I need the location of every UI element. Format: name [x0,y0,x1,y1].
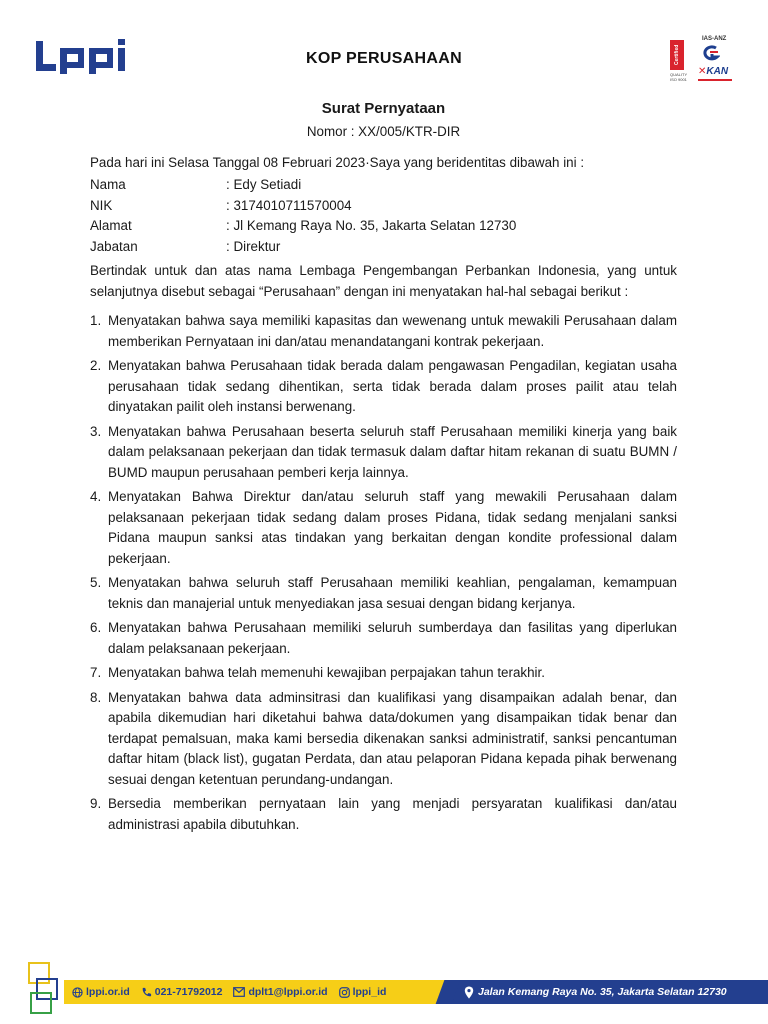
list-number: 3. [90,423,102,439]
ias-anz-label: IAS-ANZ [702,36,727,42]
identity-value: : 3174010711570004 [226,197,352,213]
declaration-paragraph: Bertindak untuk dan atas nama Lembaga Pengembangan Perbankan Indonesia, yang untuk selanjutnya disebut sebagai “Perusahaan” dengan ini menyatakan hal-hal sebagai berikut : [90,263,677,299]
list-text: Menyatakan bahwa Perusahaan beserta seluruh staff Perusahaan memiliki kinerja yang baik dalam pelaksanaan pekerjaan dan tidak termasuk dalam daftar hitam rekanan di suatu BUMN / BUMD maupun perusahaan pemberi kerja lainnya. [108,423,677,480]
mail-icon [233,987,245,997]
list-number: 6. [90,620,102,635]
document-title: Surat Pernyataan [321,100,446,117]
letterhead [36,36,732,92]
list-item [90,422,677,484]
list-text: Menyatakan Bahwa Direktur dan/atau seluruh staff yang mewakili Perusahaan dalam pelaksanaan pekerjaan tidak sedang dalam proses Pidana, tidak sedang menjalani sanksi Pidana maupun sanksi atas tindakan yang berkaitan dengan kondite professional dalam pekerjaan. [108,489,677,566]
list-item [90,663,677,684]
identity-value: : Edy Setiadi [226,177,302,192]
list-item [90,573,677,614]
list-number: 7. [90,665,102,680]
list-item [90,688,677,791]
list-number: 1. [90,313,102,328]
identity-label: NIK [90,197,113,213]
list-number: 8. [90,689,102,705]
identity-label: Jabatan [90,238,138,254]
identity-value: : Direktur [226,238,281,254]
document-number: Nomor : XX/005/KTR-DIR [306,124,461,139]
list-item [90,311,677,352]
list-number: 5. [90,575,102,590]
phone-icon [141,987,152,998]
identity-row-name [90,175,677,196]
statement-document [90,100,677,839]
kan-logo: ✕KAN [698,66,729,77]
phone-contact[interactable] [141,986,223,998]
identity-block [90,175,677,257]
website-text: lppi.or.id [86,986,130,998]
list-item [90,487,677,569]
identity-label: Alamat [90,218,132,233]
email-text: dplt1@lppi.or.id [248,986,328,998]
identity-value: : Jl Kemang Raya No. 35, Jakarta Selatan 12730 [226,218,517,233]
phone-text: 021-71792012 [154,986,223,998]
contact-bar [64,980,448,1004]
instagram-contact[interactable] [339,986,387,998]
list-number: 2. [90,358,102,373]
location-pin-icon [464,986,474,999]
email-contact[interactable] [233,986,327,998]
identity-row-address [90,216,677,237]
website-contact[interactable] [72,986,130,998]
letterhead-title: KOP PERUSAHAAN [306,50,462,67]
list-number: 9. [90,796,102,811]
intro-text: Pada hari ini Selasa Tanggal 08 Februari 2023·Saya yang beridentitas dibawah ini : [90,154,585,170]
certification-logos [670,36,732,92]
list-text: Menyatakan bahwa Perusahaan memiliki seluruh sumberdaya dan fasilitas yang diperlukan dalam pelaksanaan pekerjaan. [108,620,677,656]
list-item [90,794,677,835]
list-text: Menyatakan bahwa data adminsitrasi dan kualifikasi yang disampaikan adalah benar, dan apabila dikemudian hari diketahui bahwa data/dokumen yang disampaikan tidak benar dan terdapat pemalsuan, maka kami bersedia dikenakan sanksi administratif, sanksi pencantuman daftar hitam (black list), gugatan Perdata, dan atau pelaporan Pidana kepada pihak berwenang sesuai dengan ketentuan perundang-undangan. [108,689,677,787]
list-text: Menyatakan bahwa seluruh staff Perusahaan memiliki keahlian, pengalaman, kemampuan teknis dan manajerial untuk menyediakan jasa sesuai dengan bidang kerjanya. [108,575,677,611]
identity-row-nik [90,196,677,217]
instagram-text: lppi_id [352,986,387,998]
list-item [90,356,677,418]
list-item [90,618,677,659]
instagram-icon [339,987,350,998]
list-text: Menyatakan bahwa saya memiliki kapasitas dan wewenang untuk mewakili Perusahaan dalam memberikan Pernyataan ini dan/atau menandatangani kontrak pekerjaan. [108,313,677,349]
globe-icon [72,987,83,998]
identity-row-position [90,237,677,258]
qms-label: QUALITY ISO 9001 [670,72,688,82]
list-text: Bersedia memberikan pernyataan lain yang menjadi persyaratan kualifikasi dan/atau administrasi apabila dibutuhkan. [108,796,677,832]
list-text: Menyatakan bahwa Perusahaan tidak berada dalam pengawasan Pengadilan, kegiatan usaha perusahaan tidak sedang dihentikan, serta tidak berada dalam proses pailit atau telah dinyatakan pailit oleh instansi berwenang. [108,358,677,414]
decorative-square-green [30,992,52,1014]
letter-footer [0,960,768,1024]
address-bar [448,980,768,1004]
iso-cert-badge: Certified Quality [670,40,684,70]
statement-list [90,311,677,835]
address-text: Jalan Kemang Raya No. 35, Jakarta Selatan 12730 [478,986,727,998]
kan-underline [698,79,732,81]
list-text: Menyatakan bahwa telah memenuhi kewajiban perpajakan tahun terakhir. [108,665,545,680]
kan-swoosh-icon [700,45,720,61]
list-number: 4. [90,489,102,504]
identity-label: Nama [90,177,126,192]
